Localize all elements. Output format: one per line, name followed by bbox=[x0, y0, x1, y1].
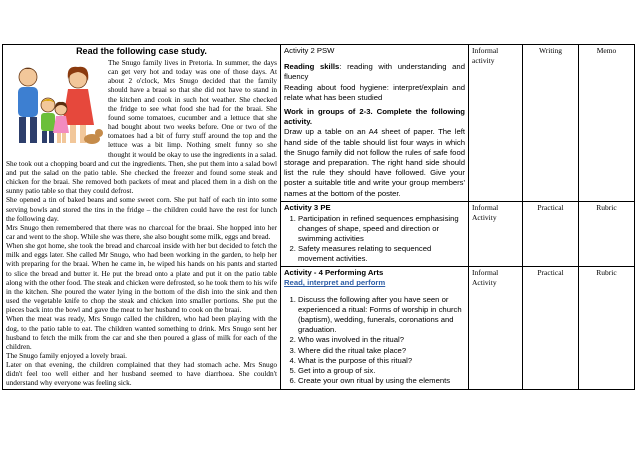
skills-text: : reading with understanding and fluency bbox=[284, 62, 465, 82]
activity-pe-type: Informal Activity bbox=[469, 202, 523, 267]
activity-arts-form: Practical bbox=[523, 267, 579, 389]
activity-arts-type: Informal Activity bbox=[469, 267, 523, 389]
activity-arts-tool: Rubric bbox=[579, 267, 635, 389]
activity-arts-item: 2. Who was involved in the ritual? bbox=[298, 335, 465, 345]
activity-pe-item: 1. Participation in refined sequences emphasising changes of shape, speed and direction or swimming activities bbox=[298, 214, 465, 245]
family-illustration-icon bbox=[6, 59, 104, 151]
activity-psw-work-text: Draw up a table on an A4 sheet of paper. The left hand side of the table should list four ways in which the Snugo family did not follow the rules of safe food storage and preparation. The right hand side should list the rule they should have followed. Give your poster a suitable title and write your group members' names at the bottom of the poster. bbox=[284, 127, 465, 198]
activity-psw-type: Informal activity bbox=[469, 45, 523, 202]
activity-pe-cell bbox=[281, 202, 469, 267]
activity-psw-form: Writing bbox=[523, 45, 579, 202]
case-paragraph-1: The Snugo family lives in Pretoria. In summer, the days can get very hot and today was one of those days. At about 2 o'clock, Mrs Snugo decided that the family should have a braai so that she did not have to stand in the kitchen and cook in such hot weather. She checked the fridge to see what food she had for the braai. She found some tomatoes, cucumber and a lettuce that she had bought about two weeks before. One or two of the tomatoes had a bit of furry stuff around the top and the lettuce was a bit limp. Nothing smelt funny so she thought it would be okay to use the ingredients in a salad. She took out a chopping board and cut the ingredients. Then, she put them into a salad bowl and put the salad on the patio table. She checked the freezer and found some steak and chicken for the braai. She removed both packets of meat and placed them in a dish on the sunny patio table so that they could defrost. bbox=[6, 58, 277, 196]
activity-arts-cell bbox=[281, 267, 469, 389]
activity-pe-item: 2. Safety measures relating to sequenced movement activities. bbox=[298, 244, 465, 264]
activity-arts-heading: Activity - 4 Performing Arts bbox=[284, 268, 384, 278]
activity-psw-skills bbox=[284, 62, 465, 82]
activity-psw-cell bbox=[281, 45, 469, 202]
row-psw bbox=[3, 45, 635, 202]
case-paragraph-3: Mrs Snugo then remembered that there was no charcoal for the braai. She hopped into her car and went to the shop. While she was there, she also bought some milk, eggs and bread. bbox=[6, 222, 277, 241]
case-paragraph-2: She opened a tin of baked beans and some sweet corn. She put half of each tin into some serving bowls and stored the tins in the fridge – the children could have the rest for lunch the following day. bbox=[6, 195, 277, 223]
activity-psw-heading: Activity 2 PSW bbox=[284, 46, 335, 55]
activity-arts-heading-line bbox=[284, 268, 465, 278]
activity-arts-subheading: Read, interpret and perform bbox=[284, 278, 386, 288]
activity-arts-item: 1. Discuss the following after you have seen or experienced a ritual: Forms of worship in church (baptism), wedding, funerals, coronations and graduation. bbox=[298, 295, 465, 336]
case-study-cell bbox=[3, 45, 281, 390]
case-paragraph-6: The Snugo family enjoyed a lovely braai. bbox=[6, 351, 127, 360]
activity-pe-tool: Rubric bbox=[579, 202, 635, 267]
activity-arts-item: 4. What is the purpose of this ritual? bbox=[298, 356, 465, 366]
skills-label: Reading skills bbox=[284, 62, 340, 72]
activity-pe-form: Practical bbox=[523, 202, 579, 267]
activity-arts-item: 6. Create your own ritual by using the elements bbox=[298, 376, 465, 386]
case-paragraph-7: Later on that evening, the children complained that they had stomach ache. Mrs Snugo didn't feel too well either and her husband seemed to have diarrhoea. She couldn't understand why everyone was feeling sick. bbox=[6, 360, 277, 388]
activity-arts-item: 3. Where did the ritual take place? bbox=[298, 346, 465, 356]
assessment-table bbox=[2, 44, 635, 390]
activity-pe-heading: Activity 3 PE bbox=[284, 203, 331, 213]
case-paragraph-4: When she got home, she took the bread and charcoal inside with her but decided to fetch the milk and eggs later. She called Mr Snugo, who had been working in the garden, to help her with preparing for the braai. When he came in, he wiped his hands on his pants and started to slice the bread and butter it. He put the bread onto a plate and put it on the patio table along with the other food. The steak and chicken were defrosted, so he took them to his wife in the kitchen. She poured the water lying in the bottom of the dish into the sink and then used the vegetable knife to chop the steak and chicken into smaller portions. She put the pieces back into the bowl and gave the meat to her husband to cook on the braai. bbox=[6, 241, 277, 315]
activity-psw-tool: Memo bbox=[579, 45, 635, 202]
case-paragraph-5: When the meat was ready, Mrs Snugo called the children, who had been playing with the dog, to the patio table to eat. The children wanted something to drink. Mrs Snugo sent her husband to fetch the milk from the car and she then poured a glass of milk for each of the children. bbox=[6, 314, 277, 351]
activity-psw-work-heading: Work in groups of 2-3. Complete the following activity. bbox=[284, 107, 465, 127]
case-study-title: Read the following case study. bbox=[76, 46, 207, 56]
activity-arts-item: 5. Get into a group of six. bbox=[298, 366, 465, 376]
activity-psw-hygiene: Reading about food hygiene: interpret/explain and relate what has been studied bbox=[284, 82, 465, 102]
